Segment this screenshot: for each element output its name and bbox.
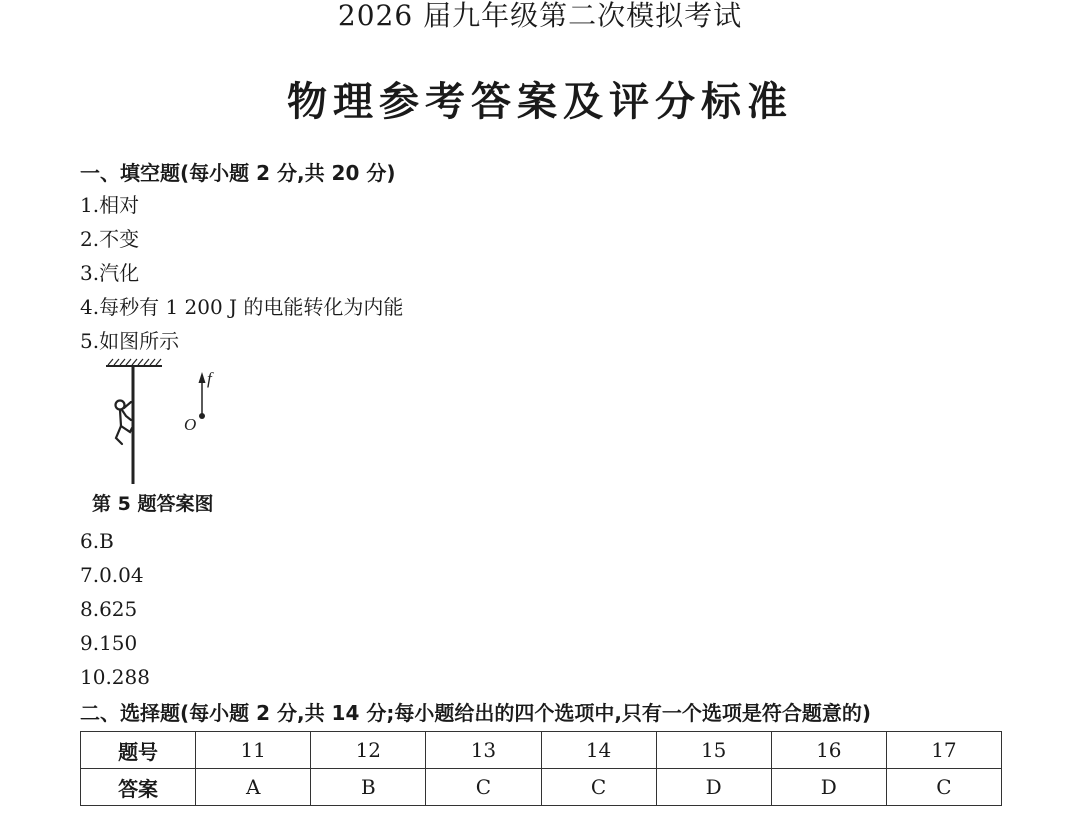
choice-answer-table xyxy=(80,731,1002,806)
answer-1: 1.相对 xyxy=(80,193,140,217)
row-header-number: 题号 xyxy=(81,732,196,769)
answer-cell: C xyxy=(426,769,541,806)
answer-10: 10.288 xyxy=(80,665,150,689)
answer-2: 2.不变 xyxy=(80,227,140,251)
question-number-cell: 13 xyxy=(426,732,541,769)
answer-4: 4.每秒有 1 200 J 的电能转化为内能 xyxy=(80,295,404,319)
question-number-cell: 14 xyxy=(541,732,656,769)
answer-8: 8.625 xyxy=(80,597,138,621)
answer-cell: B xyxy=(311,769,426,806)
answer-cell: C xyxy=(541,769,656,806)
force-label: f xyxy=(207,369,212,388)
question-number-cell: 12 xyxy=(311,732,426,769)
arrow-head-icon xyxy=(199,372,206,383)
answer-7: 7.0.04 xyxy=(80,563,144,587)
exam-title: 2026 届九年级第二次模拟考试 xyxy=(337,0,743,32)
answer-9: 9.150 xyxy=(80,631,138,655)
answer-5: 5.如图所示 xyxy=(80,329,180,353)
figure-caption: 第 5 题答案图 xyxy=(92,493,214,515)
answer-cell: D xyxy=(656,769,771,806)
row-header-answer: 答案 xyxy=(81,769,196,806)
section-2-heading: 二、选择题(每小题 2 分,共 14 分;每小题给出的四个选项中,只有一个选项是符合题意的) xyxy=(80,701,872,725)
answer-6: 6.B xyxy=(80,529,114,553)
question-number-cell: 11 xyxy=(196,732,311,769)
answer-cell: D xyxy=(771,769,886,806)
section-1-heading: 一、填空题(每小题 2 分,共 20 分) xyxy=(80,161,396,185)
table-row-answers xyxy=(81,769,1002,806)
document-title: 物理参考答案及评分标准 xyxy=(287,79,793,125)
question-number-cell: 16 xyxy=(771,732,886,769)
answer-cell: A xyxy=(196,769,311,806)
question-number-cell: 17 xyxy=(886,732,1001,769)
answer-cell: C xyxy=(886,769,1001,806)
origin-point xyxy=(199,413,205,419)
answer-3: 3.汽化 xyxy=(80,261,140,285)
table-row-question-numbers xyxy=(81,732,1002,769)
ceiling-hatching xyxy=(108,359,161,365)
question-number-cell: 15 xyxy=(656,732,771,769)
origin-label: O xyxy=(184,415,197,434)
climber-figure xyxy=(116,401,133,445)
question-5-answer-figure xyxy=(96,358,236,488)
